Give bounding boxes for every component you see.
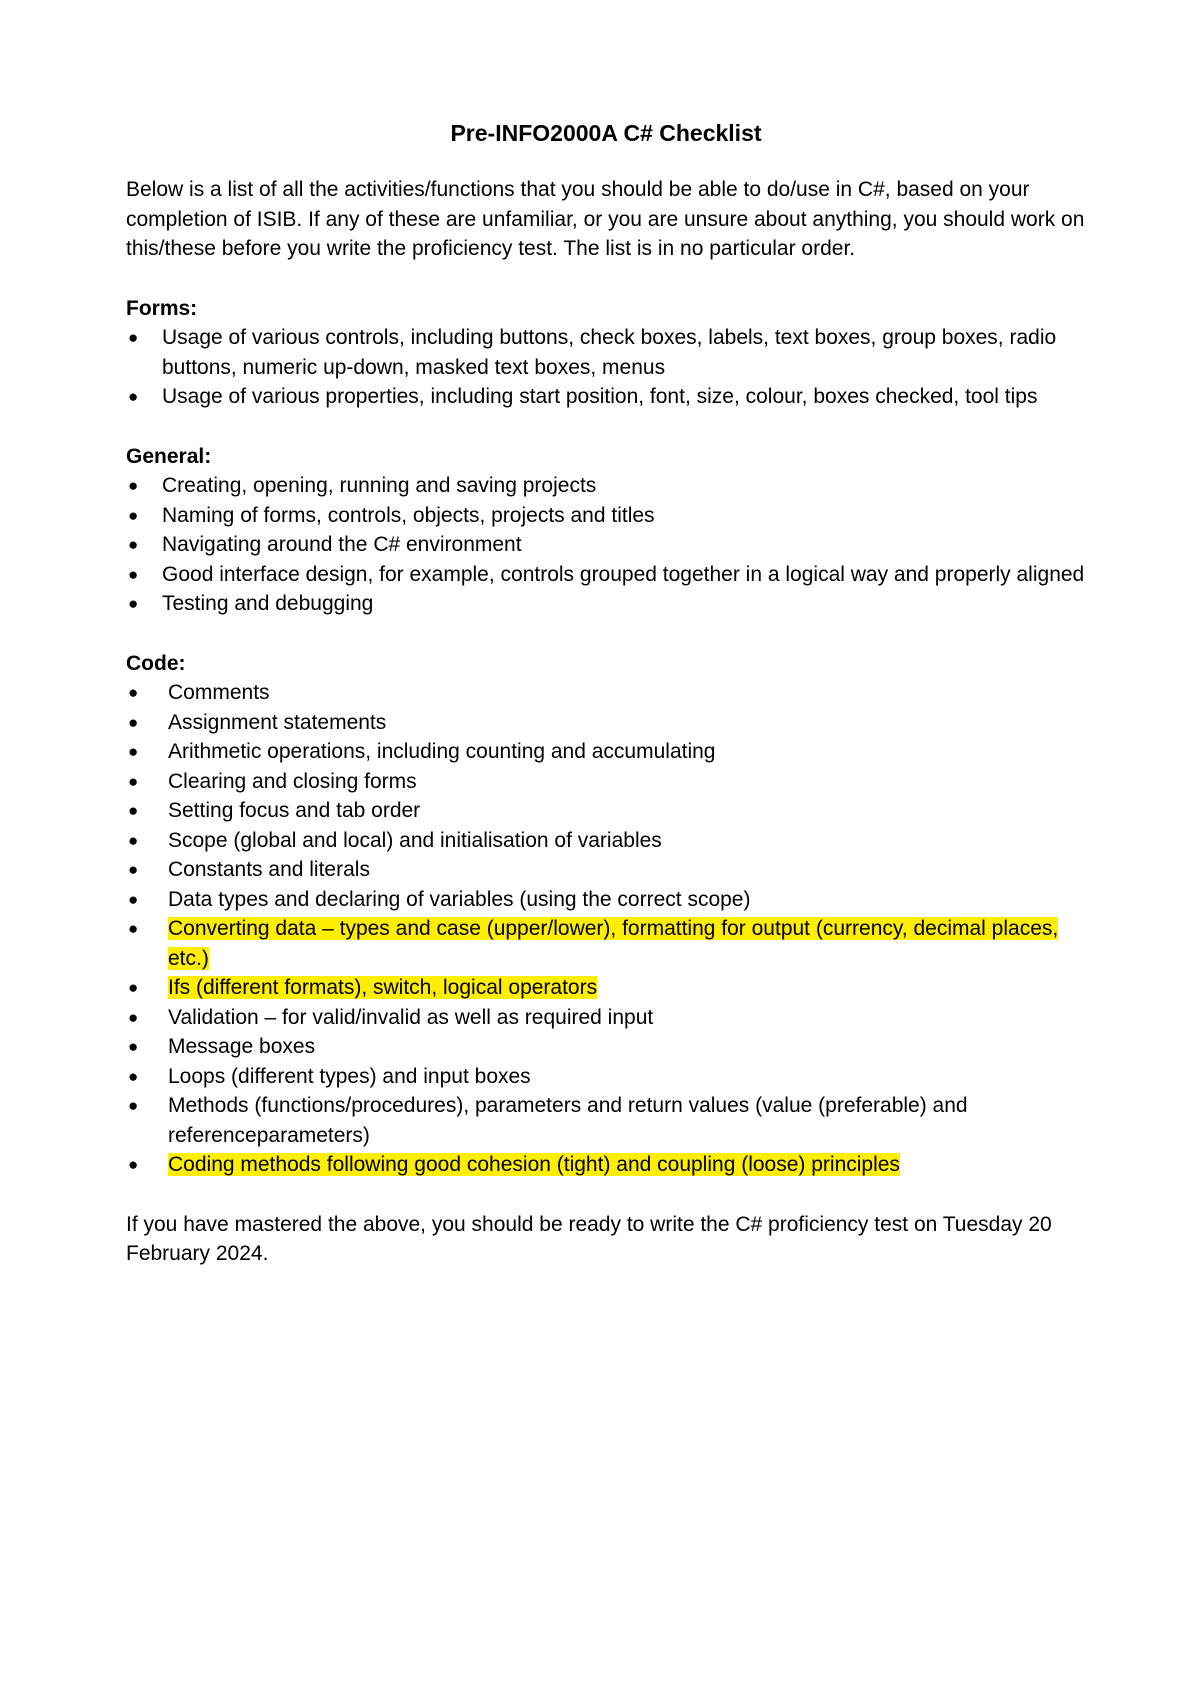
- list-item: [126, 1032, 1086, 1062]
- forms-list: [126, 323, 1086, 412]
- list-item-highlighted: [126, 914, 1086, 973]
- bullet-icon: ●: [128, 1037, 139, 1056]
- highlighted-text: Coding methods following good cohesion (tight) and coupling (loose) principles: [168, 1153, 900, 1176]
- bullet-icon: ●: [128, 476, 139, 495]
- bullet-icon: ●: [128, 505, 139, 525]
- list-item-text: Data types and declaring of variables (using the correct scope): [168, 887, 751, 911]
- list-item-text: Validation – for valid/invalid as well as required input: [168, 1005, 654, 1029]
- bullet-icon: ●: [128, 387, 139, 406]
- general-list: [126, 471, 1086, 619]
- list-item-text: Creating, opening, running and saving projects: [162, 474, 597, 497]
- list-item-highlighted: [126, 1150, 1086, 1180]
- list-item-text: Testing and debugging: [162, 592, 374, 615]
- code-list: [126, 678, 1086, 1180]
- bullet-icon: ●: [128, 564, 139, 584]
- bullet-icon: ●: [128, 771, 139, 791]
- bullet-icon: ●: [128, 535, 139, 554]
- bullet-icon: ●: [128, 860, 139, 879]
- bullet-icon: ●: [128, 742, 139, 761]
- list-item: [126, 767, 1086, 797]
- section-heading-forms: Forms:: [126, 296, 198, 320]
- list-item-text: Naming of forms, controls, objects, projects and titles: [162, 503, 655, 527]
- bullet-icon: ●: [128, 328, 139, 347]
- bullet-icon: ●: [128, 978, 139, 997]
- list-item-text: Navigating around the C# environment: [162, 533, 522, 556]
- document-page: [126, 118, 1086, 1269]
- bullet-icon: ●: [128, 919, 139, 938]
- section-heading-code: Code:: [126, 651, 186, 675]
- list-item-text: Assignment statements: [168, 710, 387, 734]
- list-item: [126, 678, 1086, 708]
- list-item-text: Usage of various properties, including start position, font, size, colour, boxes checked, tool tips: [162, 385, 1038, 408]
- bullet-icon: ●: [128, 683, 139, 702]
- list-item-text: Scope (global and local) and initialisation of variables: [168, 828, 662, 852]
- list-item: [126, 530, 1086, 560]
- list-item: [126, 589, 1086, 619]
- bullet-icon: ●: [128, 830, 139, 850]
- list-item-text: Constants and literals: [168, 858, 370, 881]
- list-item-text: Comments: [168, 681, 270, 704]
- list-item-text: Clearing and closing forms: [168, 769, 417, 793]
- list-item: [126, 885, 1086, 915]
- highlighted-text: Ifs (different formats), switch, logical operators: [168, 976, 598, 999]
- list-item: [126, 1003, 1086, 1033]
- bullet-icon: ●: [128, 1007, 139, 1027]
- bullet-icon: ●: [128, 1066, 139, 1086]
- highlighted-text: Converting data – types and case (upper/lower), formatting for output (currency, decimal places, etc.): [168, 917, 1059, 970]
- list-item-text: Arithmetic operations, including counting and accumulating: [168, 740, 716, 763]
- list-item: [126, 1091, 1086, 1150]
- list-item: [126, 708, 1086, 738]
- list-item: [126, 737, 1086, 767]
- list-item: [126, 855, 1086, 885]
- list-item-text: Setting focus and tab order: [168, 799, 421, 822]
- intro-paragraph: Below is a list of all the activities/functions that you should be able to do/use in C#, based on your completion of ISIB. If any of these are unfamiliar, or you are unsure about anything, you should work on this/these before you write the proficiency test. The list is in no particular order.: [126, 178, 1085, 260]
- list-item: [126, 471, 1086, 501]
- list-item: [126, 501, 1086, 531]
- closing-paragraph: If you have mastered the above, you should be ready to write the C# proficiency test on Tuesday 20 February 2024.: [126, 1212, 1052, 1265]
- list-item: [126, 382, 1086, 412]
- bullet-icon: ●: [128, 801, 139, 820]
- list-item: [126, 826, 1086, 856]
- bullet-icon: ●: [128, 889, 139, 909]
- bullet-icon: ●: [128, 712, 139, 732]
- list-item-text: Loops (different types) and input boxes: [168, 1064, 531, 1088]
- list-item: [126, 323, 1086, 382]
- list-item-text: Usage of various controls, including buttons, check boxes, labels, text boxes, group boxes, radio buttons, numeric up-down, masked text boxes, menus: [162, 326, 1057, 379]
- list-item-text: Good interface design, for example, controls grouped together in a logical way and properly aligned: [162, 562, 1085, 586]
- list-item: [126, 796, 1086, 826]
- section-heading-general: General:: [126, 444, 212, 468]
- document-title: Pre-INFO2000A C# Checklist: [450, 120, 762, 146]
- bullet-icon: ●: [128, 1096, 139, 1115]
- list-item-text: Message boxes: [168, 1035, 316, 1058]
- list-item: [126, 1062, 1086, 1092]
- bullet-icon: ●: [128, 594, 139, 613]
- list-item: [126, 560, 1086, 590]
- list-item-highlighted: [126, 973, 1086, 1003]
- list-item-text: Methods (functions/procedures), parameters and return values (value (preferable) and referenceparameters): [168, 1094, 968, 1147]
- bullet-icon: ●: [128, 1155, 139, 1174]
